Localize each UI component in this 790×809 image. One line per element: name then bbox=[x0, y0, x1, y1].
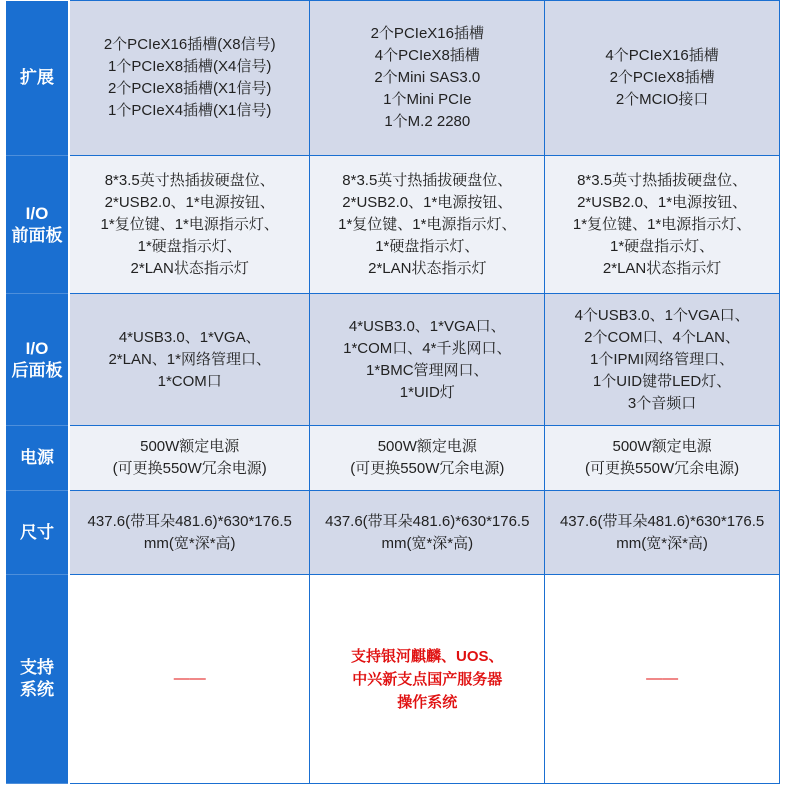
row-label-text: 尺寸 bbox=[20, 522, 54, 542]
spec-comparison-table bbox=[6, 0, 780, 784]
row-label-text: 扩展 bbox=[20, 67, 54, 87]
row-label-text: I/O 后面板 bbox=[11, 338, 63, 380]
row-label-front-io bbox=[6, 156, 69, 294]
table-cell bbox=[69, 575, 310, 784]
cell-text: —— bbox=[646, 670, 679, 687]
table-row-rear-io bbox=[6, 294, 780, 426]
cell-text: 4*USB3.0、1*VGA口、 1*COM口、4*千兆网口、 1*BMC管理网口、 1*UID灯 bbox=[343, 317, 512, 401]
row-label-expansion bbox=[6, 1, 69, 156]
table-cell bbox=[310, 294, 545, 426]
cell-text: 支持银河麒麟、UOS、 中兴新支点国产服务器 操作系统 bbox=[351, 647, 504, 711]
cell-text: 500W额定电源 (可更换550W冗余电源) bbox=[585, 438, 740, 477]
table-row-expansion bbox=[6, 1, 780, 156]
table-cell bbox=[310, 156, 545, 294]
row-label-rear-io bbox=[6, 294, 69, 426]
cell-text: 4*USB3.0、1*VGA、 2*LAN、1*网络管理口、 1*COM口 bbox=[108, 328, 271, 390]
table-cell bbox=[545, 575, 780, 784]
cell-text: 2个PCIeX16插槽(X8信号) 1个PCIeX8插槽(X4信号) 2个PCIeX8插槽(X1信号) 1个PCIeX4插槽(X1信号) bbox=[103, 36, 276, 119]
row-label-text: 电源 bbox=[20, 448, 54, 467]
cell-text: 437.6(带耳朵481.6)*630*176.5 mm(宽*深*高) bbox=[559, 512, 765, 552]
table-cell bbox=[69, 426, 310, 491]
row-label-power bbox=[6, 426, 69, 491]
cell-text: 437.6(带耳朵481.6)*630*176.5 mm(宽*深*高) bbox=[325, 512, 530, 552]
table-cell bbox=[69, 491, 310, 575]
table-cell bbox=[69, 1, 310, 156]
table-cell bbox=[310, 491, 545, 575]
table-cell bbox=[545, 491, 780, 575]
cell-text: 8*3.5英寸热插拔硬盘位、 2*USB2.0、1*电源按钮、 1*复位键、1*电源指示灯、 1*硬盘指示灯、 2*LAN状态指示灯 bbox=[100, 171, 279, 277]
table-row-power bbox=[6, 426, 780, 491]
row-label-text: I/O 前面板 bbox=[11, 203, 63, 245]
table-cell bbox=[545, 156, 780, 294]
table-cell bbox=[545, 1, 780, 156]
table-row-front-io bbox=[6, 156, 780, 294]
cell-text: 4个PCIeX16插槽 2个PCIeX8插槽 2个MCIO接口 bbox=[605, 47, 719, 108]
table-row-supported-os bbox=[6, 575, 780, 784]
row-label-text: 支持 系统 bbox=[20, 658, 54, 699]
cell-text: 500W额定电源 (可更换550W冗余电源) bbox=[350, 438, 505, 477]
row-label-dimensions bbox=[6, 491, 69, 575]
cell-text: 8*3.5英寸热插拔硬盘位、 2*USB2.0、1*电源按钮、 1*复位键、1*电源指示灯、 1*硬盘指示灯、 2*LAN状态指示灯 bbox=[572, 171, 752, 277]
table-cell bbox=[69, 156, 310, 294]
table-cell bbox=[310, 1, 545, 156]
table-cell bbox=[310, 575, 545, 784]
table-cell bbox=[545, 426, 780, 491]
cell-text: 4个USB3.0、1个VGA口、 2个COM口、4个LAN、 1个IPMI网络管理口、 1个UID键带LED灯、 3个音频口 bbox=[574, 306, 750, 412]
cell-text: 2个PCIeX16插槽 4个PCIeX8插槽 2个Mini SAS3.0 1个Mini PCIe 1个M.2 2280 bbox=[370, 25, 484, 130]
table-cell bbox=[310, 426, 545, 491]
cell-text: 8*3.5英寸热插拔硬盘位、 2*USB2.0、1*电源按钮、 1*复位键、1*电源指示灯、 1*硬盘指示灯、 2*LAN状态指示灯 bbox=[338, 171, 517, 277]
table-cell bbox=[545, 294, 780, 426]
row-label-supported-os bbox=[6, 575, 69, 784]
cell-text: —— bbox=[173, 670, 206, 687]
cell-text: 500W额定电源 (可更换550W冗余电源) bbox=[112, 438, 267, 477]
table-row-dimensions bbox=[6, 491, 780, 575]
table-cell bbox=[69, 294, 310, 426]
cell-text: 437.6(带耳朵481.6)*630*176.5 mm(宽*深*高) bbox=[87, 512, 292, 552]
